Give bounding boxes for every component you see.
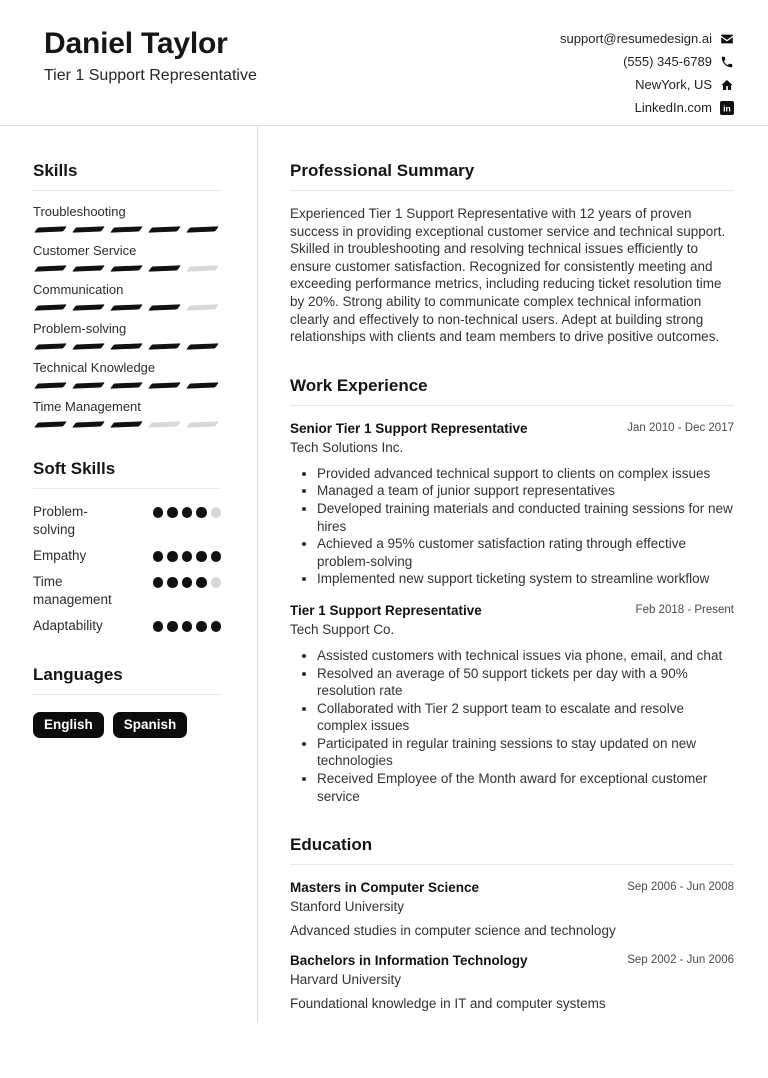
education-entry: [290, 879, 734, 938]
rating-dot-filled: [167, 507, 178, 518]
skill-segment-filled: [110, 382, 143, 388]
education-description: Foundational knowledge in IT and computer systems: [290, 996, 606, 1012]
skill-segment-filled: [34, 382, 67, 388]
rating-dot-empty: [211, 507, 222, 518]
rating-dot-filled: [211, 621, 222, 632]
skill-segment-empty: [186, 304, 219, 310]
soft-skill-row: [33, 617, 221, 635]
skill-segment-filled: [148, 343, 181, 349]
rating-dot-filled: [182, 507, 193, 518]
rating-dot-filled: [211, 551, 222, 562]
rating-dot-filled: [182, 621, 193, 632]
skill-item: [33, 282, 221, 312]
degree-title: Bachelors in Information Technology: [290, 953, 528, 969]
contact-row: [635, 77, 734, 92]
job-bullet-list: [290, 647, 734, 805]
skill-item: [33, 243, 221, 273]
contact-row: [635, 100, 734, 115]
two-column-body: [0, 126, 768, 1023]
rating-dot-filled: [196, 507, 207, 518]
soft-skill-rating: [153, 503, 222, 518]
summary-section: [290, 161, 734, 346]
contact-text: LinkedIn.com: [634, 100, 712, 115]
rating-dot-empty: [211, 577, 222, 588]
job-bullet: • Managed a team of junior support representatives: [317, 482, 734, 500]
education-heading: Education: [290, 835, 734, 865]
skill-segment-filled: [148, 382, 181, 388]
education-header: [290, 952, 734, 969]
soft-skills-heading: Soft Skills: [33, 459, 221, 489]
job-bullet: • Achieved a 95% customer satisfaction rating through effective problem-solving: [317, 535, 734, 570]
job-bullet: • Participated in regular training sessions to stay updated on new technologies: [317, 735, 734, 770]
skill-segment-filled: [186, 343, 219, 349]
education-section: [290, 835, 734, 1011]
job-title: Senior Tier 1 Support Representative: [290, 420, 528, 436]
rating-dot-filled: [196, 577, 207, 588]
sidebar: [0, 126, 258, 1023]
rating-dot-filled: [196, 621, 207, 632]
svg-text:in: in: [723, 103, 731, 114]
skills-list: [33, 204, 221, 429]
skill-segment-filled: [110, 304, 143, 310]
job-bullet-list: [290, 465, 734, 588]
rating-dot-filled: [182, 577, 193, 588]
skill-label: Communication: [33, 282, 124, 297]
skill-segment-filled: [72, 265, 105, 271]
contact-row: [623, 54, 734, 69]
skill-level-bar: [33, 420, 221, 429]
skill-segment-filled: [186, 226, 219, 232]
soft-skills-list: [33, 503, 221, 635]
skill-segment-filled: [72, 343, 105, 349]
soft-skill-label: Adaptability: [33, 618, 103, 633]
skill-segment-filled: [110, 265, 143, 271]
school-name: Harvard University: [290, 972, 402, 988]
education-dates: Sep 2006 - Jun 2008: [627, 881, 734, 894]
languages-heading: Languages: [33, 665, 221, 695]
skill-segment-filled: [72, 421, 105, 427]
rating-dot-filled: [153, 621, 164, 632]
soft-skill-label: Empathy: [33, 548, 87, 563]
skill-label: Troubleshooting: [33, 204, 126, 219]
skill-item: [33, 399, 221, 429]
education-entry: [290, 952, 734, 1011]
contact-text: (555) 345-6789: [623, 54, 712, 69]
skill-level-bar: [33, 303, 221, 312]
skill-segment-filled: [34, 421, 67, 427]
education-dates: Sep 2002 - Jun 2006: [627, 954, 734, 967]
contact-row: [560, 31, 734, 46]
skill-level-bar: [33, 381, 221, 390]
resume-header: [0, 0, 768, 115]
language-badge: English: [33, 712, 104, 738]
skill-segment-filled: [34, 265, 67, 271]
skill-level-bar: [33, 225, 221, 234]
job-entry: [290, 420, 734, 588]
skill-segment-filled: [72, 226, 105, 232]
job-bullet: • Implemented new support ticketing system to streamline workflow: [317, 570, 734, 588]
rating-dot-filled: [167, 551, 178, 562]
soft-skills-section: [33, 459, 221, 635]
language-badge: Spanish: [113, 712, 188, 738]
skill-item: [33, 204, 221, 234]
languages-section: [33, 665, 221, 738]
job-dates: Jan 2010 - Dec 2017: [627, 421, 734, 434]
degree-title: Masters in Computer Science: [290, 880, 480, 896]
job-title: Tier 1 Support Representative: [290, 602, 482, 618]
rating-dot-filled: [182, 551, 193, 562]
language-badge-list: [33, 712, 221, 738]
skill-segment-filled: [34, 226, 67, 232]
person-name: Daniel Taylor: [44, 27, 228, 60]
soft-skill-rating: [153, 573, 222, 588]
rating-dot-filled: [167, 577, 178, 588]
experience-section: [290, 376, 734, 806]
skill-segment-filled: [72, 382, 105, 388]
job-list: [290, 420, 734, 806]
rating-dot-filled: [167, 621, 178, 632]
soft-skill-row: [33, 573, 221, 609]
summary-text: Experienced Tier 1 Support Representative with 12 years of proven success in providing exceptional customer service and technical support. Skilled in troubleshooting and resolving technical issues efficiently to ensure customer satisfaction. Recognized for consistently meeting and exceeding performance metrics, including reducing ticket resolution time by 20%. Strong ability to communicate complex technical information clearly and effectively to non-technical users. Adept at building strong relationships with clients and team members to drive positive outcomes.: [290, 206, 726, 345]
job-bullet: • Developed training materials and conducted training sessions for new hires: [317, 500, 734, 535]
skill-segment-filled: [148, 226, 181, 232]
summary-heading: Professional Summary: [290, 161, 734, 191]
skill-label: Technical Knowledge: [33, 360, 156, 375]
person-job-title: Tier 1 Support Representative: [44, 67, 257, 84]
soft-skill-label: Problem-solving: [33, 504, 88, 537]
skills-section: [33, 161, 221, 429]
job-bullet: • Received Employee of the Month award for exceptional customer service: [317, 770, 734, 805]
education-list: [290, 879, 734, 1011]
main-content: [258, 126, 768, 1023]
skill-segment-filled: [110, 226, 143, 232]
rating-dot-filled: [153, 551, 164, 562]
contact-text: support@resumedesign.ai: [560, 31, 712, 46]
skill-segment-empty: [148, 421, 181, 427]
contact-list: [560, 27, 734, 115]
skill-segment-filled: [110, 421, 143, 427]
skill-segment-filled: [34, 343, 67, 349]
job-bullet: • Assisted customers with technical issues via phone, email, and chat: [317, 647, 734, 665]
skill-segment-empty: [186, 421, 219, 427]
job-dates: Feb 2018 - Present: [635, 603, 734, 616]
skill-segment-filled: [34, 304, 67, 310]
job-entry: [290, 602, 734, 805]
soft-skill-row: [33, 503, 221, 539]
rating-dot-filled: [153, 507, 164, 518]
skill-segment-filled: [72, 304, 105, 310]
email-icon: [720, 32, 734, 46]
job-header: [290, 420, 734, 437]
skill-item: [33, 360, 221, 390]
soft-skill-row: [33, 547, 221, 565]
school-name: Stanford University: [290, 899, 405, 915]
skill-segment-filled: [148, 265, 181, 271]
linkedin-icon: [720, 101, 734, 115]
job-bullet: • Collaborated with Tier 2 support team to escalate and resolve complex issues: [317, 700, 734, 735]
soft-skill-rating: [153, 547, 222, 562]
experience-heading: Work Experience: [290, 376, 734, 406]
soft-skill-rating: [153, 617, 222, 632]
skill-level-bar: [33, 342, 221, 351]
education-header: [290, 879, 734, 896]
skill-item: [33, 321, 221, 351]
skill-label: Customer Service: [33, 243, 137, 258]
home-icon: [720, 78, 734, 92]
contact-text: NewYork, US: [635, 77, 712, 92]
skills-heading: Skills: [33, 161, 221, 191]
skill-label: Problem-solving: [33, 321, 127, 336]
identity-block: [44, 27, 257, 85]
phone-icon: [720, 55, 734, 69]
skill-segment-filled: [186, 382, 219, 388]
soft-skill-label: Time management: [33, 574, 112, 607]
skill-level-bar: [33, 264, 221, 273]
skill-segment-empty: [186, 265, 219, 271]
rating-dot-filled: [153, 577, 164, 588]
job-company: Tech Solutions Inc.: [290, 439, 404, 455]
job-bullet: • Provided advanced technical support to clients on complex issues: [317, 465, 734, 483]
job-header: [290, 602, 734, 619]
job-company: Tech Support Co.: [290, 621, 395, 637]
skill-segment-filled: [148, 304, 181, 310]
rating-dot-filled: [196, 551, 207, 562]
job-bullet: • Resolved an average of 50 support tickets per day with a 90% resolution rate: [317, 665, 734, 700]
skill-segment-filled: [110, 343, 143, 349]
skill-label: Time Management: [33, 399, 141, 414]
education-description: Advanced studies in computer science and technology: [290, 923, 616, 939]
